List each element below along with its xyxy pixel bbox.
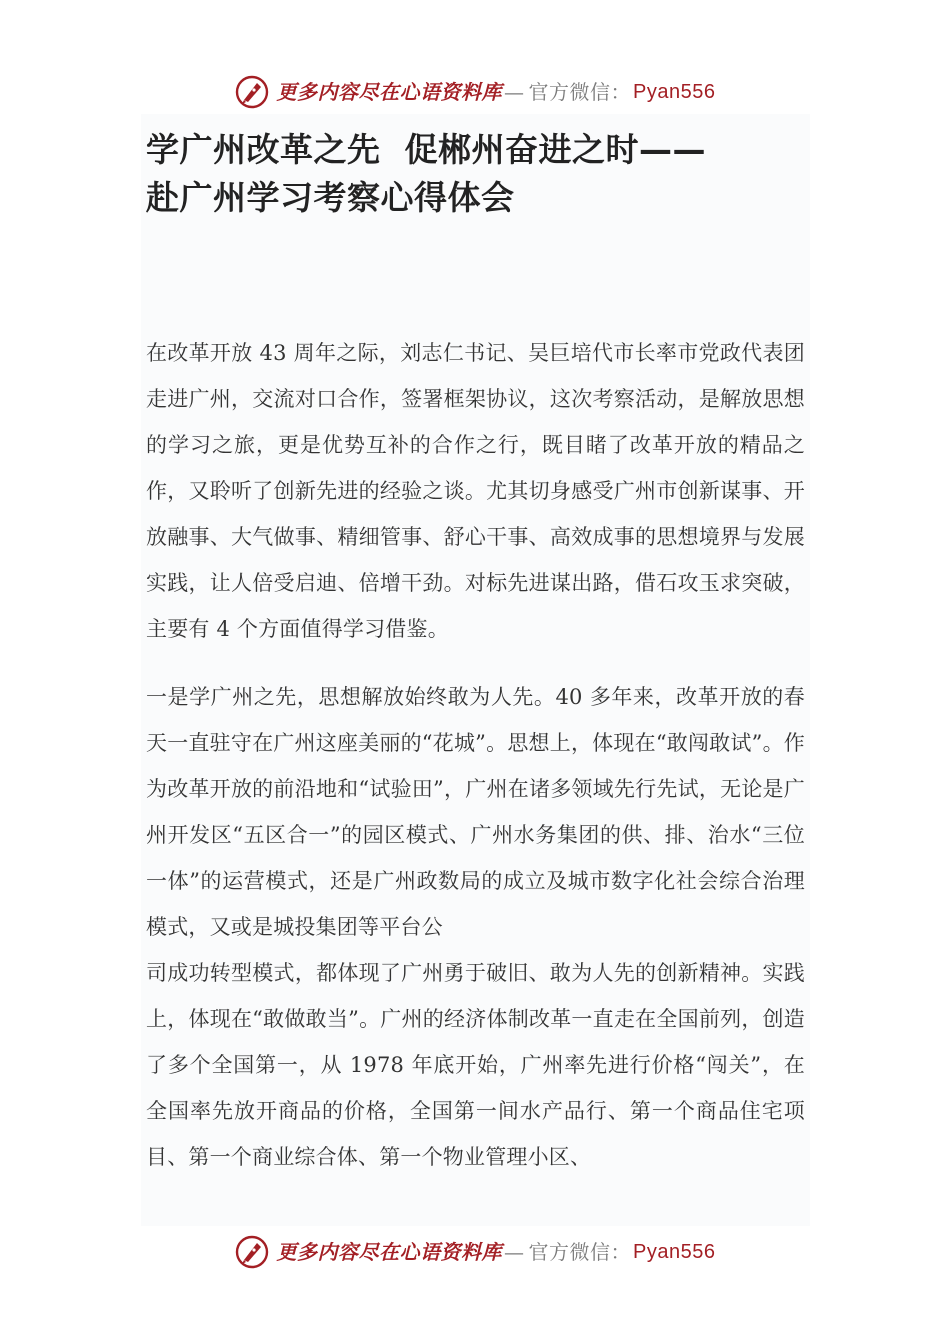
watermark-brand: 更多内容尽在心语资料库 xyxy=(276,80,503,104)
paragraph-point-one-continued: 司成功转型模式，都体现了广州勇于破旧、敢为人先的创新精神。实践上，体现在“敢做敢当”。广州的经济体制改革一直走在全国前列，创造了多个全国第一，从 1978 年底开始，广州率先进行价格“闯关”，在全国率先放开商品的价格，全国第一间水产品行、第一个商品住宅项目、第一个商业综合体、第一个物业管理小区、 xyxy=(146,961,805,1169)
fountain-pen-logo-icon xyxy=(235,75,269,109)
watermark-brand: 更多内容尽在心语资料库 xyxy=(276,1240,503,1264)
document-body xyxy=(146,330,805,1180)
watermark-footer xyxy=(0,1232,950,1272)
watermark-account: Pyan556 xyxy=(633,81,716,103)
paragraph-point-one: 一是学广州之先，思想解放始终敢为人先。40 多年来，改革开放的春天一直驻守在广州这座美丽的“花城”。思想上，体现在“敢闯敢试”。作为改革开放的前沿地和“试验田”，广州在诸多领域先行先试，无论是广州开发区“五区合一”的园区模式、广州水务集团的供、排、治水“三位一体”的运营模式，还是广州政数局的成立及城市数字化社会综合治理模式，又或是城投集团等平台公 xyxy=(146,685,805,939)
watermark-header xyxy=(0,72,950,112)
fountain-pen-logo-icon xyxy=(235,1235,269,1269)
watermark-account: Pyan556 xyxy=(633,1241,716,1263)
watermark-text xyxy=(277,1242,716,1262)
title-line-2: 赴广州学习考察心得体会 xyxy=(146,178,515,217)
watermark-label: 官方微信： xyxy=(528,1240,632,1264)
watermark-separator: — xyxy=(504,1240,525,1264)
watermark-text xyxy=(277,82,716,102)
document-page xyxy=(141,114,810,1226)
watermark-label: 官方微信： xyxy=(528,80,632,104)
watermark-separator: — xyxy=(504,80,525,104)
paragraph-intro: 在改革开放 43 周年之际，刘志仁书记、吴巨培代市长率市党政代表团走进广州，交流对口合作，签署框架协议，这次考察活动，是解放思想的学习之旅，更是优势互补的合作之行，既目睹了改革开放的精品之作，又聆听了创新先进的经验之谈。尤其切身感受广州市创新谋事、开放融事、大气做事、精细管事、舒心干事、高效成事的思想境界与发展实践，让人倍受启迪、倍增干劲。对标先进谋出路，借石攻玉求突破，主要有 4 个方面值得学习借鉴。 xyxy=(146,341,805,641)
title-line-1: 学广州改革之先 促郴州奋进之时—— xyxy=(146,130,706,169)
document-title xyxy=(146,126,805,222)
